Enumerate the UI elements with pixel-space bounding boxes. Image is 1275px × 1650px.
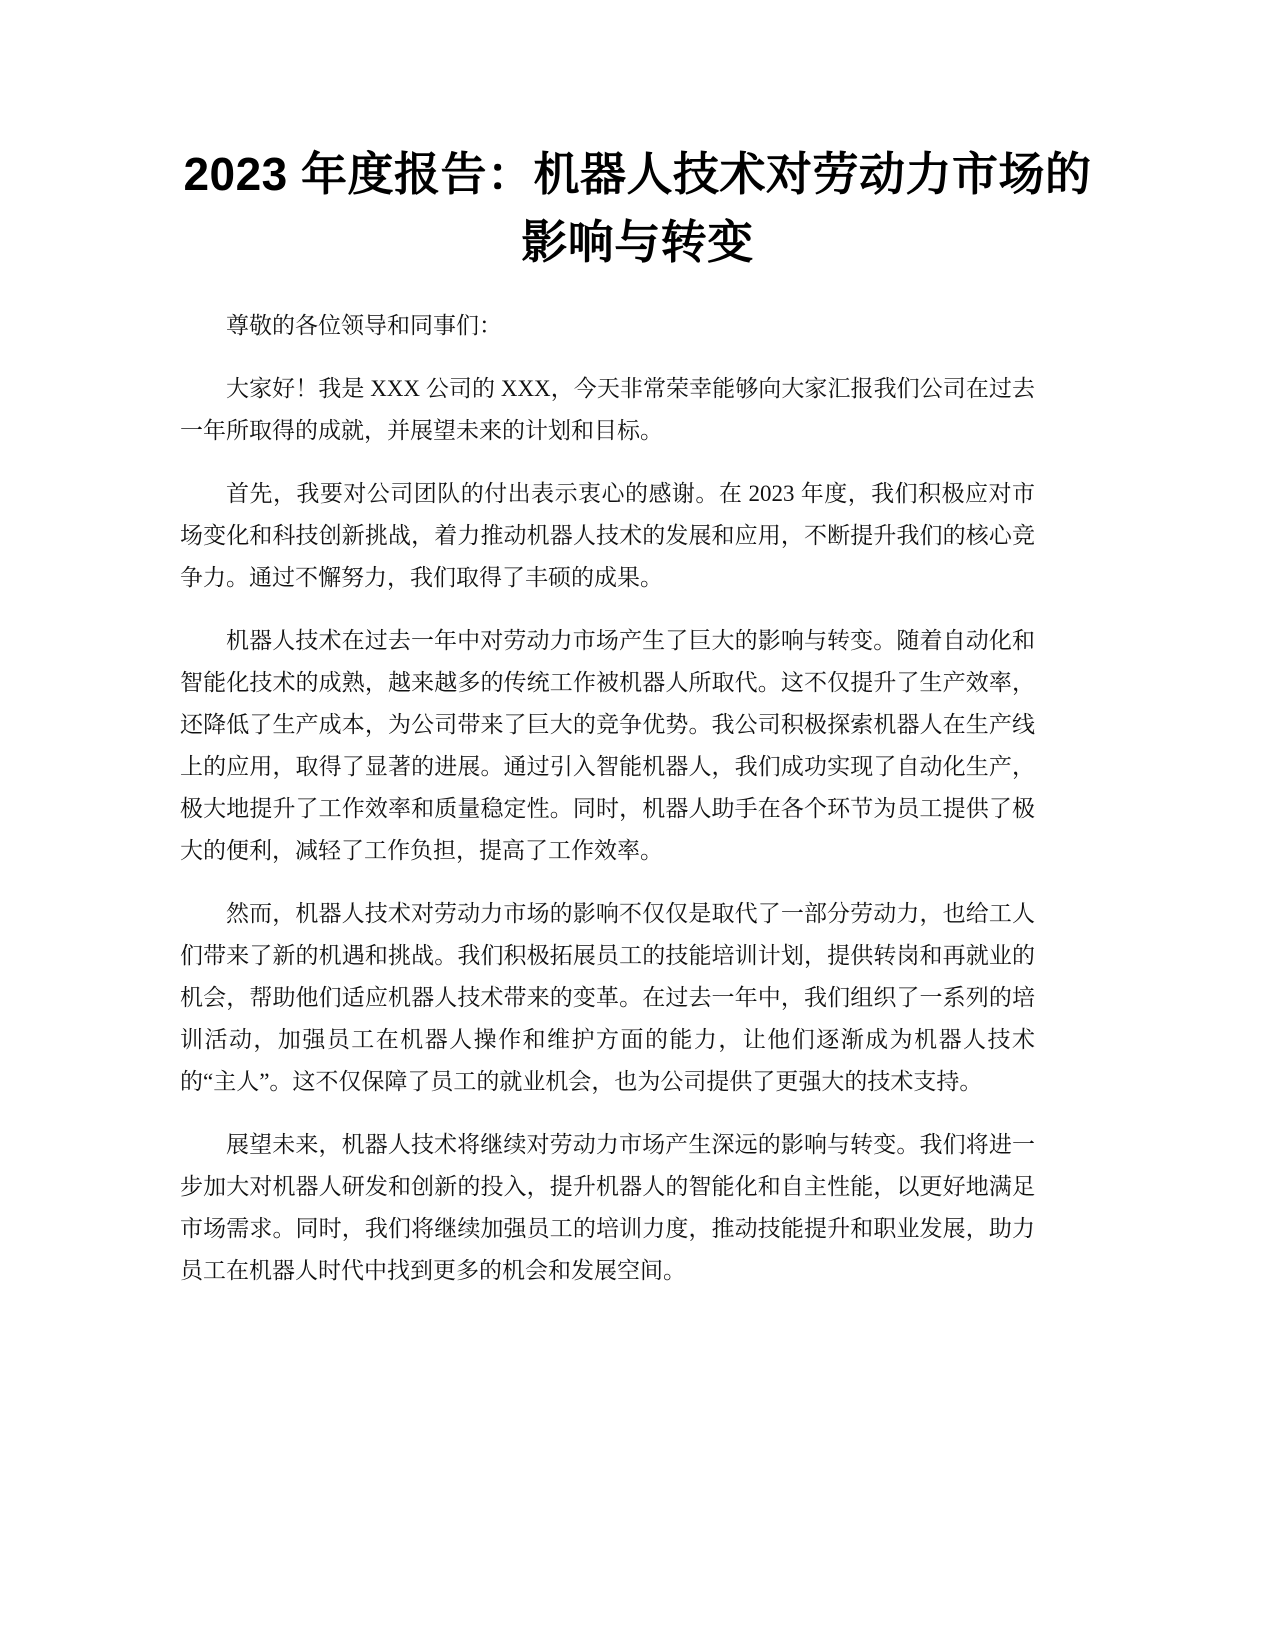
title-line-1: 2023 年度报告：机器人技术对劳动力市场的 xyxy=(183,148,1092,200)
document-title xyxy=(180,140,1095,276)
document-body xyxy=(180,305,1035,1313)
impact-paragraph: 机器人技术在过去一年中对劳动力市场产生了巨大的影响与转变。随着自动化和智能化技术的成熟，越来越多的传统工作被机器人所取代。这不仅提升了生产效率，还降低了生产成本，为公司带来了巨大的竞争优势。我公司积极探索机器人在生产线上的应用，取得了显著的进展。通过引入智能机器人，我们成功实现了自动化生产，极大地提升了工作效率和质量稳定性。同时，机器人助手在各个环节为员工提供了极大的便利，减轻了工作负担，提高了工作效率。 xyxy=(180,628,1035,863)
title-line-2: 影响与转变 xyxy=(521,216,754,268)
greeting-paragraph: 大家好！我是 XXX 公司的 XXX，今天非常荣幸能够向大家汇报我们公司在过去一年所取得的成就，并展望未来的计划和目标。 xyxy=(180,376,1035,443)
thanks-paragraph: 首先，我要对公司团队的付出表示衷心的感谢。在 2023 年度，我们积极应对市场变化和科技创新挑战，着力推动机器人技术的发展和应用，不断提升我们的核心竞争力。通过不懈努力，我们取得了丰硕的成果。 xyxy=(180,481,1035,590)
challenges-paragraph: 然而，机器人技术对劳动力市场的影响不仅仅是取代了一部分劳动力，也给工人们带来了新的机遇和挑战。我们积极拓展员工的技能培训计划，提供转岗和再就业的机会，帮助他们适应机器人技术带来的变革。在过去一年中，我们组织了一系列的培训活动，加强员工在机器人操作和维护方面的能力，让他们逐渐成为机器人技术的“主人”。这不仅保障了员工的就业机会，也为公司提供了更强大的技术支持。 xyxy=(180,901,1035,1094)
salutation-paragraph: 尊敬的各位领导和同事们： xyxy=(226,313,502,338)
outlook-paragraph: 展望未来，机器人技术将继续对劳动力市场产生深远的影响与转变。我们将进一步加大对机器人研发和创新的投入，提升机器人的智能化和自主性能，以更好地满足市场需求。同时，我们将继续加强员工的培训力度，推动技能提升和职业发展，助力员工在机器人时代中找到更多的机会和发展空间。 xyxy=(180,1132,1035,1283)
